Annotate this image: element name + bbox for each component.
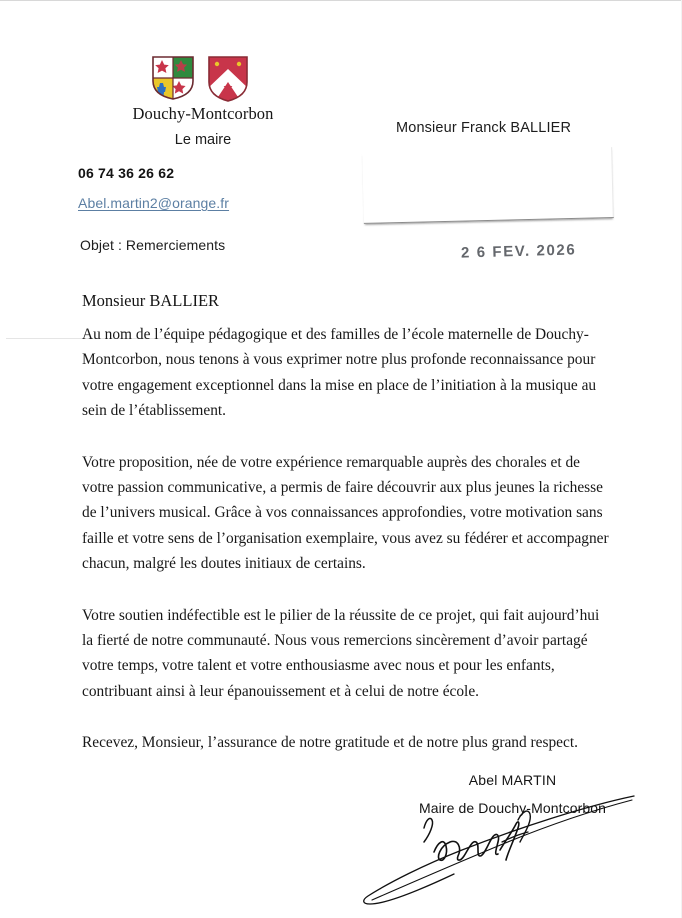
signer-title: Maire de Douchy-Montcorbon bbox=[418, 800, 607, 816]
body-paragraph: Recevez, Monsieur, l’assurance de notre gratitude et de notre plus grand respect. bbox=[82, 734, 578, 752]
phone-number: 06 74 36 26 62 bbox=[78, 165, 175, 181]
coat-of-arms-group bbox=[72, 55, 328, 103]
mayor-role-label: Le maire bbox=[174, 132, 232, 148]
letter-body bbox=[82, 322, 610, 756]
email-link[interactable]: Abel.martin2@orange.fr bbox=[78, 195, 230, 211]
subject-line: Objet : Remerciements bbox=[80, 237, 226, 253]
scan-top-edge bbox=[0, 0, 682, 1]
body-paragraph: Votre proposition, née de votre expérience remarquable auprès des chorales et de votre passion communicative, a permis de faire découvrir aux plus jeunes la richesse de l’univers musical. Grâce à vos connaissances approfondies, votre motivation sans faille et votre sens de l’organisation exemplaire, vous avez su fédérer et accompagner chacun, malgré les doutes initiaux de certains. bbox=[82, 453, 609, 573]
overlaid-blank-note bbox=[362, 147, 614, 224]
signature-block bbox=[395, 772, 630, 816]
recipient-name: Monsieur Franck BALLIER bbox=[396, 120, 572, 136]
commune-name: Douchy-Montcorbon bbox=[132, 104, 274, 123]
letterhead bbox=[78, 55, 328, 213]
date-stamp: 2 6 FEV. 2026 bbox=[460, 241, 577, 262]
crest-douchy-icon bbox=[151, 55, 195, 101]
crest-montcorbon-icon bbox=[206, 55, 250, 103]
body-paragraph: Au nom de l’équipe pédagogique et des familles de l’école maternelle de Douchy-Montcorbon, nous tenons à vous exprimer notre plus profonde reconnaissance pour votre engagement exceptionnel dans la mise en place de l’initiation à la musique au sein de l’établissement. bbox=[82, 326, 597, 420]
body-paragraph: Votre soutien indéfectible est le pilier de la réussite de ce projet, qui fait aujourd’hui la fierté de notre communauté. Nous vous remercions sincèrement d’avoir partagé votre temps, votre talent et votre enthousiasme avec nous et pour les enfants, contribuant ainsi à leur épanouissement et à celui de notre école. bbox=[82, 606, 600, 700]
signer-name: Abel MARTIN bbox=[468, 772, 557, 788]
salutation: Monsieur BALLIER bbox=[82, 291, 220, 310]
